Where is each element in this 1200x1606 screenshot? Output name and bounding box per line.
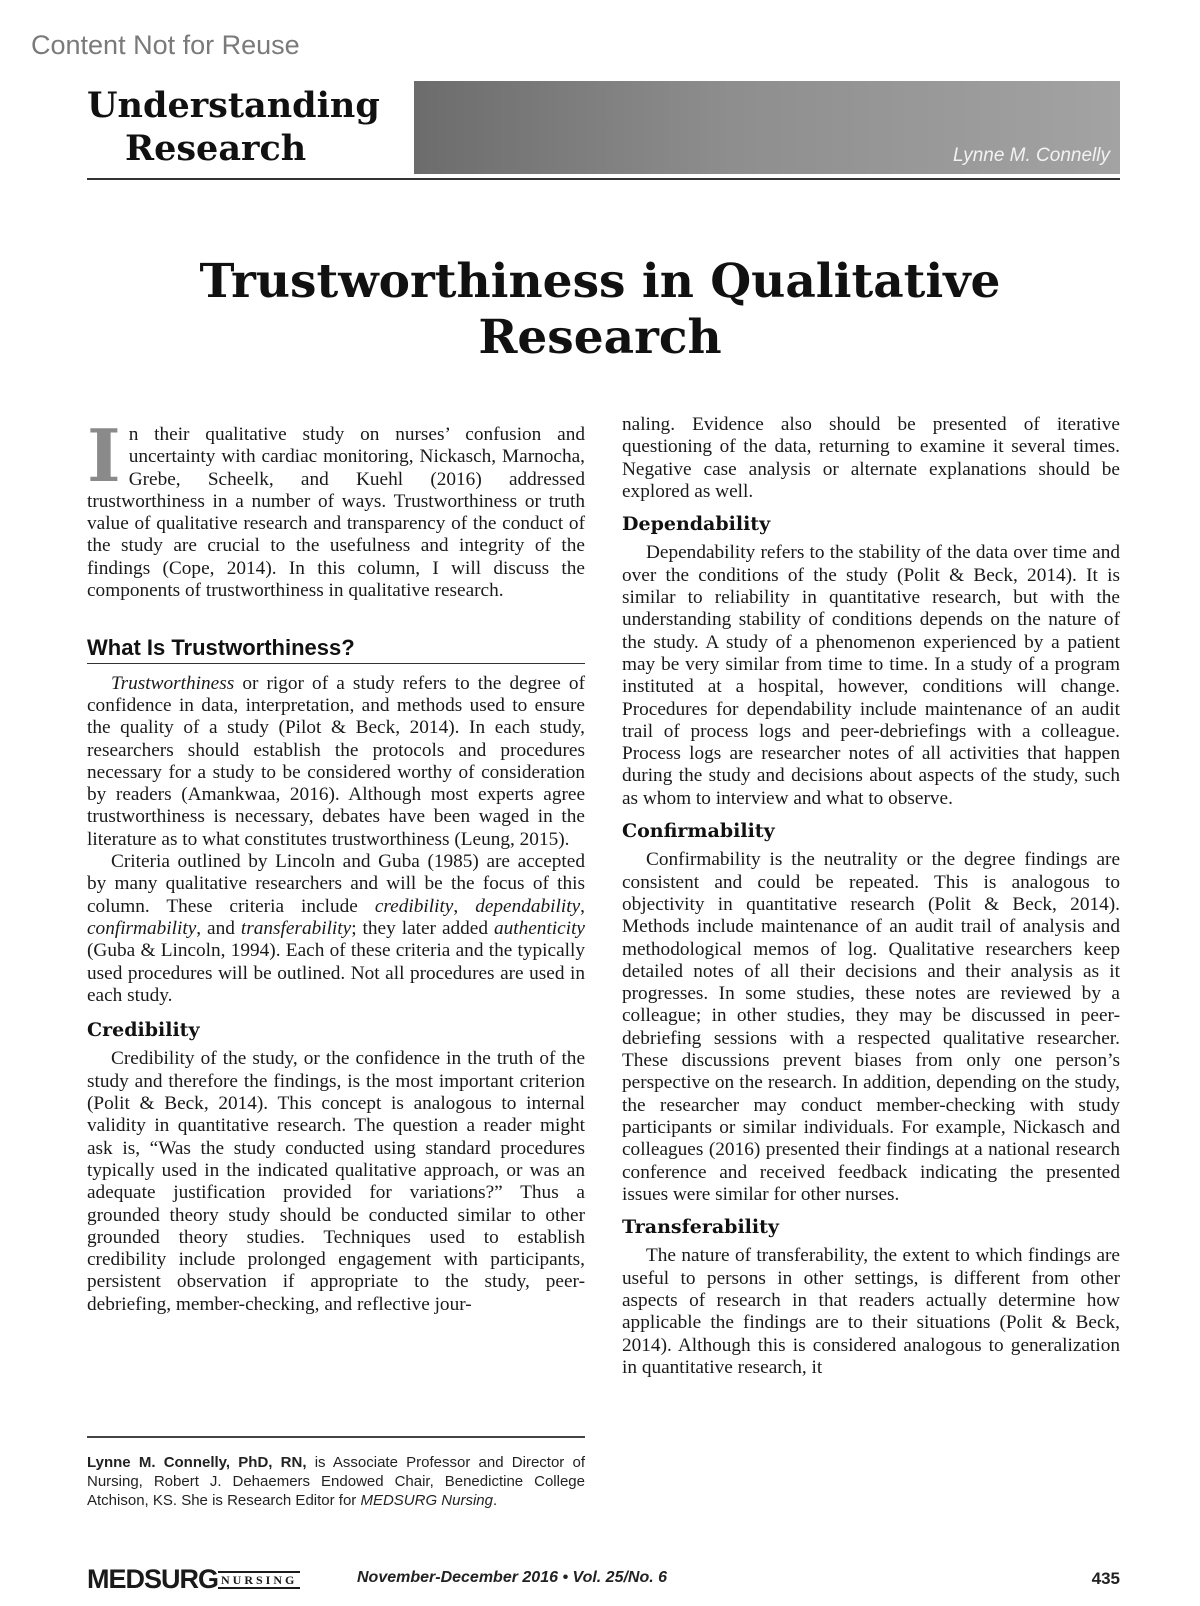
right-column bbox=[622, 414, 1120, 1379]
transferability-paragraph: The nature of transferability, the extent to which findings are useful to persons in other settings, is different from other aspects of research in that readers actually determine how applicable the findings are to their situations (Polit & Beck, 2014). Although this is considered analogous to generalization in quantitative research, it bbox=[622, 1245, 1120, 1378]
bio-text: is Associate Professor and Director of Nursing, Robert J. Dehaemers Endowed Chair, Benedictine College Atchison, KS. She is Research Editor for bbox=[87, 1454, 585, 1509]
series-title-line-2: Research bbox=[125, 128, 307, 169]
header-author: Lynne M. Connelly bbox=[952, 145, 1110, 166]
term-transferability: transferability bbox=[240, 917, 352, 939]
series-title-line-1: Understanding bbox=[87, 85, 380, 126]
confirmability-paragraph: Confirmability is the neutrality or the degree findings are consistent and could be repeated. This is analogous to objectivity in quantitative research (Polit & Beck, 2014). Methods include maintenance of an audit trail of analysis and methodological memos of log. Qualitative researchers keep detailed notes of all their decisions and their analysis as it progresses. In some studies, these notes are reviewed by a colleague; in other studies, they may be discussed in peer-debriefing sessions with a respected qualitative researcher. These discussions prevent biases from only one person’s perspective on the research. In addition, depending on the study, the researcher may conduct member-checking with study participants or similar individuals. For example, Nickasch and colleagues (2016) presented their findings at a national research conference and received feedback indicating the presented issues were similar for other nurses. bbox=[622, 849, 1120, 1205]
term-dependability: dependability bbox=[475, 895, 581, 917]
term-confirmability: confirmability bbox=[87, 917, 197, 939]
page-footer bbox=[87, 1566, 1120, 1594]
journal-logo-subtitle: NURSING bbox=[218, 1571, 300, 1589]
trustworthiness-paragraph-1-text: or rigor of a study refers to the degree of confidence in data, interpretation, and methods used to ensure the quality of a study (Pilot & Beck, 2014). In each study, researchers should establish the protocols and procedures necessary for a study to be considered worthy of consideration by readers (Amankwaa, 2016). Although most experts agree trustworthiness is necessary, debates have been waged in the literature as to what constitutes trustworthiness (Leung, 2015). bbox=[87, 672, 585, 850]
bio-end: . bbox=[493, 1492, 498, 1509]
header-divider bbox=[87, 178, 1120, 180]
watermark-text: Content Not for Reuse bbox=[31, 30, 300, 60]
left-column bbox=[87, 413, 585, 1316]
p2-sep-1: , bbox=[453, 895, 476, 917]
article-title-line-2: Research bbox=[478, 310, 722, 365]
subheading-dependability: Dependability bbox=[622, 513, 771, 536]
article-title bbox=[100, 254, 1100, 366]
continuation-paragraph: naling. Evidence also should be presented of iterative questioning of the data, returning to examine it several times. Negative case analysis or alternate explanations should be explored as well. bbox=[622, 414, 1120, 502]
page-number: 435 bbox=[1091, 1569, 1120, 1588]
p2-text-a: Criteria outlined by Lincoln and Guba (1985) are accepted by many qualitative researchers and will be the focus of this column. These criteria include bbox=[87, 851, 585, 917]
term-trustworthiness: Trustworthiness bbox=[111, 672, 235, 694]
drop-cap: I bbox=[87, 413, 121, 498]
p2-text-b: ; they later added bbox=[351, 917, 494, 939]
term-authenticity: authenticity bbox=[493, 917, 585, 939]
journal-logo: MEDSURG bbox=[87, 1564, 219, 1594]
dependability-paragraph: Dependability refers to the stability of the data over time and over the conditions of the study (Polit & Beck, 2014). It is similar to reliability in quantitative research, but with the understanding stability of conditions depends on the nature of the study. A study of a phenomenon experienced by a patient may be very similar from time to time. In a study of a program instituted at a hospital, however, conditions will change. Procedures for dependability include maintenance of an audit trail of process logs and peer-debriefings with a colleague. Process logs are researcher notes of all activities that happen during the study and decisions about aspects of the study, such as whom to interview and what to observe. bbox=[622, 542, 1120, 809]
intro-text: n their qualitative study on nurses’ confusion and uncertainty with cardiac monitoring, Nickasch, Marnocha, Grebe, Scheelk, and Kuehl (2016) addressed trustworthiness in a number of ways. Trustworthiness or truth value of qualitative research and transparency of the conduct of the study are crucial to the usefulness and integrity of the findings (Cope, 2014). In this column, I will discuss the components of trustworthiness in qualitative research. bbox=[87, 424, 585, 602]
subheading-credibility: Credibility bbox=[87, 1019, 200, 1042]
p2-text-c: (Guba & Lincoln, 1994). Each of these criteria and the typically used procedures will be outlined. Not all procedures are used in each study. bbox=[87, 940, 585, 1006]
intro-paragraph bbox=[87, 413, 585, 602]
bio-name: Lynne M. Connelly, PhD, RN, bbox=[87, 1454, 307, 1471]
trustworthiness-paragraph-1 bbox=[87, 673, 585, 851]
subheading-confirmability: Confirmability bbox=[622, 820, 775, 843]
section-heading-trustworthiness: What Is Trustworthiness? bbox=[87, 637, 585, 663]
column-series-title bbox=[87, 84, 402, 170]
article-title-line-1: Trustworthiness in Qualitative bbox=[199, 254, 1001, 309]
subheading-transferability: Transferability bbox=[622, 1216, 779, 1239]
term-credibility: credibility bbox=[374, 895, 454, 917]
header-banner bbox=[414, 81, 1120, 174]
credibility-paragraph: Credibility of the study, or the confidence in the truth of the study and therefore the findings, is the most important criterion (Polit & Beck, 2014). This concept is analogous to internal validity in quantitative research. The question a reader might ask is, “Was the study conducted using standard procedures typically used in the indicated qualitative approach, or was an adequate justification provided for variations?” Thus a grounded theory study should be conducted similar to other grounded theory studies. Techniques used to establish credibility include prolonged engagement with participants, persistent observation if appropriate to the study, peer-debriefing, member-checking, and reflective jour- bbox=[87, 1048, 585, 1315]
author-bio bbox=[87, 1453, 585, 1510]
issue-info: November-December 2016 • Vol. 25/No. 6 bbox=[357, 1569, 668, 1586]
p2-sep-2: , bbox=[580, 895, 585, 917]
trustworthiness-paragraph-2 bbox=[87, 851, 585, 1007]
p2-sep-3: , and bbox=[196, 917, 241, 939]
bio-divider bbox=[87, 1436, 585, 1438]
bio-journal: MEDSURG Nursing bbox=[360, 1492, 493, 1509]
